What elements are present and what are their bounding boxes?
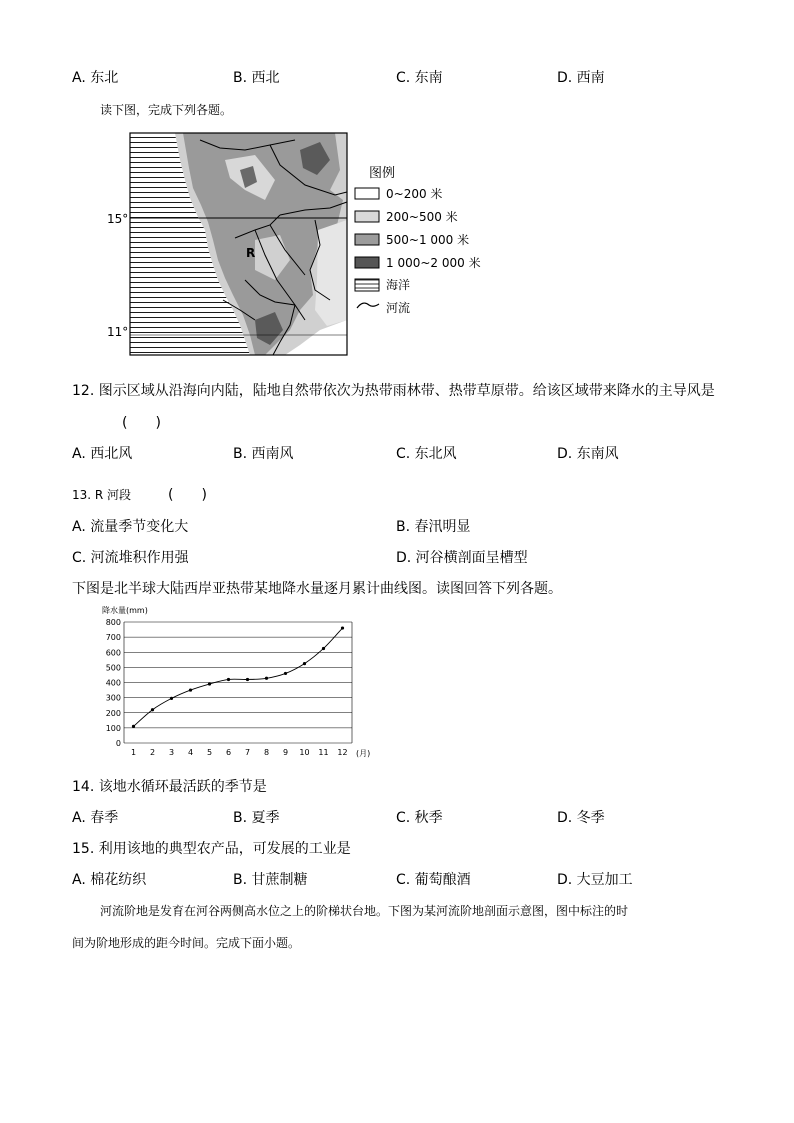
data-point-month-1: [132, 725, 135, 728]
data-point-month-5: [208, 682, 211, 685]
y-tick-label: 0: [115, 739, 121, 748]
data-point-month-11: [322, 647, 325, 650]
river-r-label: R: [246, 246, 256, 260]
q13-option-d: D. 河谷横剖面呈槽型: [396, 550, 528, 566]
x-tick-label: 4: [187, 748, 194, 757]
y-tick-label: 400: [105, 678, 121, 688]
x-tick-label: 1: [130, 748, 137, 757]
series-line: [134, 628, 343, 726]
x-tick-label: 11: [318, 748, 329, 757]
chart-ylabel: 降水量(mm): [102, 606, 148, 615]
q11-option-b: B. 西北: [233, 70, 280, 86]
x-tick-label: 7: [244, 748, 251, 757]
q14-option-c: C. 秋季: [396, 810, 443, 826]
data-point-month-4: [189, 688, 192, 691]
chart-intro: 下图是北半球大陆西岸亚热带某地降水量逐月累计曲线图。读图回答下列各题。: [72, 581, 562, 597]
precipitation-chart: [100, 602, 380, 762]
legend-item-3: 1 000~2 000 米: [386, 256, 481, 270]
data-point-month-3: [170, 697, 173, 700]
q11-option-c: C. 东南: [396, 70, 443, 86]
topographic-map: [105, 130, 505, 360]
q11-option-a: A. 东北: [72, 70, 119, 86]
q15-stem: 15. 利用该地的典型农产品，可发展的工业是: [72, 841, 351, 857]
q12-option-c: C. 东北风: [396, 446, 457, 462]
x-tick-label: 8: [263, 748, 270, 757]
q14-stem: 14. 该地水循环最活跃的季节是: [72, 779, 267, 795]
q14-option-d: D. 冬季: [557, 810, 605, 826]
latitude-11-label: 11°: [107, 325, 129, 339]
y-tick-label: 800: [105, 618, 121, 627]
map-body: [130, 133, 347, 355]
y-tick-label: 300: [105, 693, 121, 703]
y-tick-label: 600: [105, 648, 121, 658]
x-tick-label: 9: [282, 748, 289, 757]
data-point-month-6: [227, 678, 230, 681]
x-tick-label: 3: [168, 748, 175, 757]
q15-option-a: A. 棉花纺织: [72, 872, 147, 888]
data-point-month-8: [265, 677, 268, 680]
legend-item-1: 200~500 米: [386, 210, 458, 224]
q12-option-d: D. 东南风: [557, 446, 619, 462]
river-legend-icon: [357, 303, 379, 308]
q14-option-b: B. 夏季: [233, 810, 280, 826]
latitude-15-label: 15°: [107, 212, 129, 226]
legend-title: 图例: [369, 166, 396, 181]
map-legend: [355, 166, 481, 315]
y-tick-label: 500: [105, 663, 121, 673]
map-intro: 读下图，完成下列各题。: [100, 103, 233, 117]
data-point-month-7: [246, 678, 249, 681]
data-point-month-10: [303, 662, 306, 665]
y-tick-label: 100: [105, 723, 121, 733]
q15-option-d: D. 大豆加工: [557, 872, 633, 888]
legend-item-5: 河流: [386, 301, 411, 315]
q13-blank: ( ): [168, 487, 207, 503]
y-tick-label: 700: [105, 633, 121, 643]
q11-option-d: D. 西南: [557, 70, 605, 86]
x-tick-label: 6: [225, 748, 232, 757]
legend-item-0: 0~200 米: [386, 187, 443, 201]
legend-item-2: 500~1 000 米: [386, 233, 470, 247]
q12-blank: ( ): [122, 415, 161, 431]
terrace-intro-line1: 河流阶地是发育在河谷两侧高水位之上的阶梯状台地。下图为某河流阶地剖面示意图，图中标注的时: [100, 904, 629, 918]
x-tick-label: 5: [206, 748, 213, 757]
q12-stem: 12. 图示区域从沿海向内陆，陆地自然带依次为热带雨林带、热带草原带。给该区域带来降水的主导风是: [72, 383, 715, 399]
q15-option-b: B. 甘蔗制糖: [233, 872, 308, 888]
terrace-intro-line2: 间为阶地形成的距今时间。完成下面小题。: [72, 936, 301, 950]
data-point-month-2: [151, 708, 154, 711]
x-tick-label: 2: [149, 748, 156, 757]
x-tick-label: 10: [299, 748, 310, 757]
x-tick-label: 12: [337, 748, 348, 757]
q12-option-a: A. 西北风: [72, 446, 133, 462]
q12-option-b: B. 西南风: [233, 446, 294, 462]
q13-option-c: C. 河流堆积作用强: [72, 550, 189, 566]
legend-item-4: 海洋: [386, 278, 411, 292]
q15-option-c: C. 葡萄酿酒: [396, 872, 471, 888]
chart-xlabel: (月): [356, 749, 371, 758]
data-point-month-9: [284, 672, 287, 675]
data-point-month-12: [341, 626, 344, 629]
q13-option-a: A. 流量季节变化大: [72, 519, 189, 535]
q14-option-a: A. 春季: [72, 810, 119, 826]
y-tick-label: 200: [105, 708, 121, 718]
q13-stem: 13. R 河段: [72, 488, 132, 502]
lowland-0-200: [315, 220, 347, 326]
q13-option-b: B. 春汛明显: [396, 519, 471, 535]
